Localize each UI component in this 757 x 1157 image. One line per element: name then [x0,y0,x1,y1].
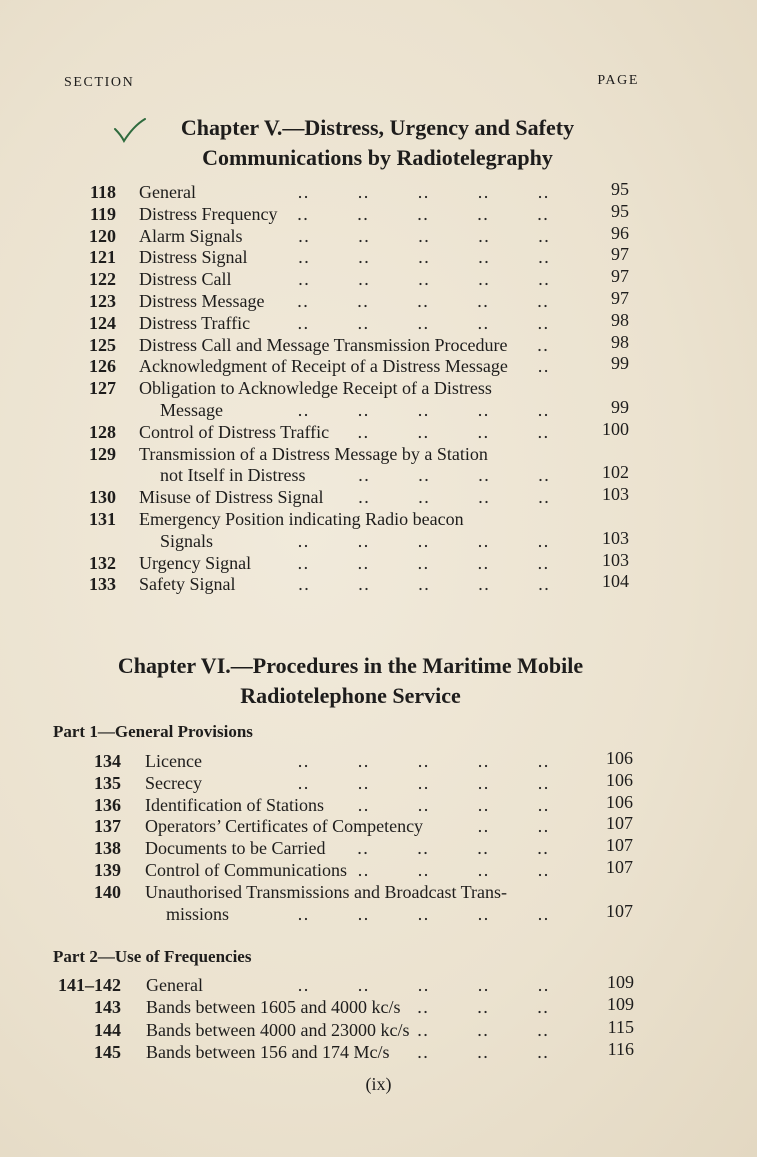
toc-entry-title: Distress Call [139,269,232,290]
toc-entry-title: Emergency Position indicating Radio beacon [139,509,464,529]
toc-entry-title: Distress Signal [139,247,248,268]
toc-entry [0,750,757,772]
chapter-5-title-line-1: Chapter V.—Distress, Urgency and Safety [180,115,575,140]
toc-entry-title-continuation: Signals [160,530,214,551]
toc-entry-title: Distress Frequency [139,203,278,224]
toc-page-number: 106 [606,791,633,812]
toc-page-number: 107 [606,857,633,877]
toc-section-number: 126 [89,356,116,377]
toc-page-number: 98 [611,331,629,352]
toc-page-number: 115 [607,1016,634,1037]
dot-leader [397,1041,597,1068]
toc-entry [0,974,757,996]
toc-section-number: 135 [94,772,121,793]
toc-entry [0,355,757,377]
toc-section-number: 136 [94,794,121,815]
toc-section-number: 119 [89,203,116,224]
toc-entry-title: Secrecy [145,772,202,793]
toc-section-number: 124 [89,312,116,333]
toc-entry [0,268,757,290]
toc-page-number: 100 [602,418,629,439]
toc-section-number: 144 [94,1019,121,1040]
toc-section-number: 133 [89,574,116,595]
toc-section-number: 130 [89,487,116,508]
toc-section-number: 132 [89,552,116,573]
toc-entry [0,837,757,859]
toc-entry-title-continuation: Message [160,399,223,420]
toc-entry [0,996,757,1018]
toc-entry-title: Licence [145,751,202,771]
toc-page-number: 97 [611,266,629,287]
toc-entry-title: Urgency Signal [139,552,252,573]
toc-section-number: 123 [89,291,116,311]
toc-entry [0,309,757,334]
toc-page-number: 103 [602,484,629,505]
toc-entry [0,486,757,508]
page-column-header: PAGE [597,73,639,88]
toc-page-number: 116 [607,1038,634,1059]
toc-entry [0,549,757,574]
toc-page-number: 103 [602,549,629,570]
toc-entry-title: General [139,182,196,202]
toc-page-number: 96 [611,222,629,243]
page-folio: (ix) [365,1074,392,1094]
toc-section-number: 120 [89,225,116,246]
toc-page-number: 97 [611,244,629,265]
toc-entry-title: Distress Traffic [139,312,251,333]
toc-section-number: 125 [89,334,116,355]
toc-page-number: 95 [611,200,629,221]
toc-entry-title: Operators’ Certificates of Competency [145,816,424,837]
toc-entry [0,246,757,268]
toc-entry [0,331,757,356]
toc-entry-title: Documents to be Carried [145,838,326,859]
toc-entry [0,573,757,595]
toc-entry [0,815,757,837]
dot-leader [244,573,593,600]
toc-entry-title: Control of Communications [145,860,347,880]
toc-entry-title: Alarm Signals [139,225,243,246]
toc-section-number: 129 [89,443,116,464]
toc-entry [0,200,757,225]
toc-page-number: 97 [611,288,629,308]
toc-entry [0,508,757,552]
toc-section-number: 121 [89,247,116,268]
toc-page-number: 102 [602,462,629,483]
part-2-heading: Part 2—Use of Frequencies [53,947,252,966]
toc-entry [0,181,757,203]
chapter-6-title [0,651,729,711]
toc-page-number: 99 [611,396,629,417]
toc-page-number: 107 [606,835,633,856]
toc-section-number: 141–142 [58,975,121,995]
toc-page-number: 95 [611,179,629,199]
toc-section-number: 137 [94,816,121,837]
toc-entry [0,377,757,421]
toc-entry [0,791,757,816]
toc-section-number: 140 [94,881,121,902]
toc-page-number: 107 [606,813,633,834]
chapter-6-title-line-1: Chapter VI.—Procedures in the Maritime Mobile [117,653,584,678]
toc-entry [0,290,757,312]
toc-entry [0,443,757,487]
toc-entry [0,1016,757,1041]
toc-section-number: 138 [94,838,121,859]
toc-entry-title: Transmission of a Distress Message by a Station [139,443,488,464]
section-column-header: SECTION [64,75,135,90]
toc-entry [0,222,757,247]
toc-page-number: 104 [602,571,629,592]
toc-section-number: 127 [89,378,116,399]
toc-page-number: 107 [606,900,633,921]
toc-section-number: 118 [89,182,116,202]
toc-entry [0,418,757,443]
toc-page-number: 109 [607,994,634,1015]
toc-entry-title: Bands between 156 and 174 Mc/s [146,1041,390,1062]
toc-page-number: 98 [611,309,629,330]
toc-entry [0,1038,757,1063]
toc-entry [0,769,757,794]
part-1-heading: Part 1—General Provisions [53,722,253,741]
toc-page-number: 106 [606,769,633,790]
toc-entry-title: General [146,975,203,995]
toc-section-number: 145 [94,1041,121,1062]
dot-leader [237,903,596,930]
chapter-5-title [0,113,756,173]
toc-entry-title: Bands between 1605 and 4000 kc/s [146,997,401,1018]
toc-entry-title: Acknowledgment of Receipt of a Distress Message [139,356,508,377]
toc-page-number: 106 [606,748,633,768]
toc-section-number: 122 [89,269,116,290]
toc-entry-title: Misuse of Distress Signal [139,487,324,508]
toc-entry-title: Obligation to Acknowledge Receipt of a Distress [139,378,492,399]
chapter-6-title-line-2: Radiotelephone Service [240,683,461,708]
toc-entry-title-continuation: missions [166,903,230,924]
toc-entry-title: Distress Message [139,291,265,311]
toc-entry-title: Safety Signal [139,574,236,595]
toc-entry [0,859,757,881]
toc-page-number: 103 [602,527,629,548]
toc-entry [0,881,757,925]
toc-section-number: 143 [94,997,121,1018]
toc-section-number: 139 [94,860,121,880]
toc-entry-title: Unauthorised Transmissions and Broadcast Trans- [145,881,508,902]
toc-page-number: 109 [607,972,634,992]
toc-entry-title-continuation: not Itself in Distress [160,465,306,486]
chapter-5-title-line-2: Communications by Radiotelegraphy [202,145,553,170]
toc-section-number: 128 [89,421,116,442]
toc-page-number: 99 [611,353,629,374]
toc-entry-title: Identification of Stations [145,794,324,815]
toc-entry-title: Control of Distress Traffic [139,421,330,442]
toc-section-number: 134 [94,751,121,771]
toc-entry-title: Bands between 4000 and 23000 kc/s [146,1019,410,1040]
toc-entry-title: Distress Call and Message Transmission Procedure [139,334,508,355]
toc-section-number: 131 [89,509,116,529]
